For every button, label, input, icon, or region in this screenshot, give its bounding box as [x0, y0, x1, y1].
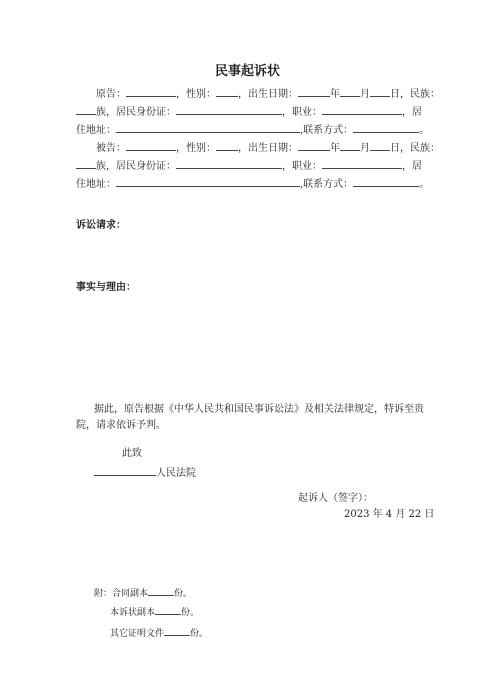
plaintiff-line-3 [76, 122, 430, 137]
month-label: 月 [360, 143, 370, 154]
address-start-label: ，居 [402, 161, 422, 172]
evidence-copies-field[interactable] [164, 625, 190, 636]
facts-heading: 事实与理由： [76, 282, 136, 293]
plaintiff-gender-field[interactable] [216, 86, 238, 97]
defendant-line-1 [76, 140, 440, 155]
day-ethnic-label: 日，民族： [390, 89, 440, 100]
day-ethnic-label: 日，民族： [390, 143, 440, 154]
plaintiff-line-1 [76, 86, 440, 101]
period: 。 [419, 179, 430, 190]
defendant-birth-year-field[interactable] [298, 140, 330, 151]
plaintiff-label: 原告： [96, 89, 126, 100]
contact-label: ,联系方式： [300, 125, 354, 136]
attachment-evidence [110, 625, 208, 640]
gender-label: ，性别： [176, 143, 216, 154]
year-label: 年 [330, 89, 340, 100]
plaintiff-birth-day-field[interactable] [370, 86, 390, 97]
filing-date: 2023 年 4 月 22 日 [344, 509, 435, 520]
birth-label: ，出生日期： [238, 89, 298, 100]
plaintiff-name-field[interactable] [126, 86, 176, 97]
year-label: 年 [330, 143, 340, 154]
address-start-label: ，居 [402, 107, 422, 118]
plaintiff-id-field[interactable] [176, 104, 282, 115]
plaintiff-birth-month-field[interactable] [340, 86, 360, 97]
defendant-job-field[interactable] [322, 158, 402, 169]
attachment-label: 其它证明文件 [110, 629, 165, 639]
month-label: 月 [360, 89, 370, 100]
defendant-id-field[interactable] [176, 158, 282, 169]
court-name-field[interactable] [94, 465, 156, 476]
copies-suffix: 份。 [181, 608, 200, 618]
defendant-label: 被告： [96, 143, 126, 154]
defendant-contact-field[interactable] [353, 176, 419, 187]
defendant-gender-field[interactable] [216, 140, 238, 151]
period: 。 [419, 125, 430, 136]
document-title: 民事起诉状 [214, 64, 280, 79]
plaintiff-address-field[interactable] [116, 122, 300, 133]
copies-suffix: 份。 [190, 629, 209, 639]
plaintiff-contact-field[interactable] [353, 122, 419, 133]
closing-line-2: 院，请求依诉予判。 [76, 420, 166, 431]
court-line [94, 465, 196, 480]
defendant-birth-day-field[interactable] [370, 140, 390, 151]
complaint-copies-field[interactable] [155, 604, 181, 615]
defendant-birth-month-field[interactable] [340, 140, 360, 151]
salutation: 此致 [122, 448, 142, 459]
attachment-contract [94, 585, 192, 600]
plaintiff-line-2 [76, 104, 422, 119]
closing-line-1: 据此，原告根据《中华人民共和国民事诉讼法》及相关法律规定，特诉至贵 [94, 404, 424, 415]
id-label: 族，居民身份证： [96, 107, 176, 118]
contact-label: ,联系方式： [300, 179, 354, 190]
contract-copies-field[interactable] [148, 585, 174, 596]
attachment-label: 附：合同副本 [94, 589, 149, 599]
defendant-line-3 [76, 176, 430, 191]
address-label: 住地址： [76, 125, 116, 136]
attachment-label: 本诉状副本 [110, 608, 156, 618]
birth-label: ，出生日期： [238, 143, 298, 154]
court-suffix: 人民法院 [156, 468, 196, 479]
job-label: ，职业： [282, 161, 322, 172]
plaintiff-birth-year-field[interactable] [298, 86, 330, 97]
address-label: 住地址： [76, 179, 116, 190]
defendant-ethnic-field[interactable] [76, 158, 96, 169]
signature-label: 起诉人（签字）： [298, 493, 373, 504]
job-label: ，职业： [282, 107, 322, 118]
plaintiff-job-field[interactable] [322, 104, 402, 115]
defendant-line-2 [76, 158, 422, 173]
defendant-address-field[interactable] [116, 176, 300, 187]
id-label: 族，居民身份证： [96, 161, 176, 172]
attachment-complaint [110, 604, 199, 619]
gender-label: ，性别： [176, 89, 216, 100]
plaintiff-ethnic-field[interactable] [76, 104, 96, 115]
defendant-name-field[interactable] [126, 140, 176, 151]
claims-heading: 诉讼请求： [76, 220, 126, 231]
copies-suffix: 份。 [174, 589, 193, 599]
